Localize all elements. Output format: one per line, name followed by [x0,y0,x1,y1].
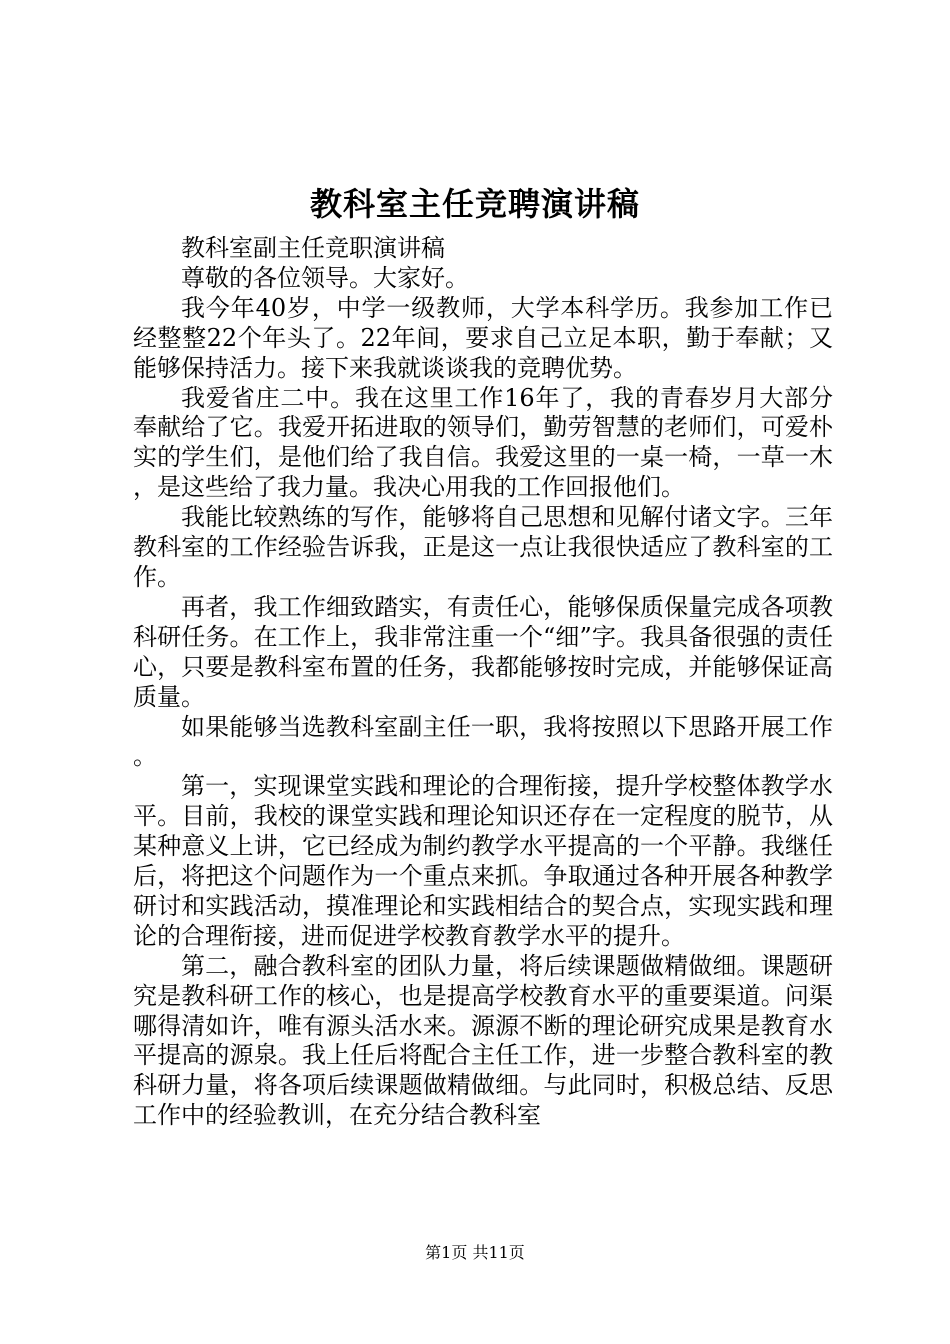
paragraph: 我今年40岁，中学一级教师，大学本科学历。我参加工作已经整整22个年头了。22年间，要求自己立足本职，勤于奉献；又能够保持活力。接下来我就谈谈我的竞聘优势。 [133,293,833,382]
paragraph: 教科室副主任竞职演讲稿 [181,234,445,262]
document-title: 教科室主任竞聘演讲稿 [309,185,640,223]
paragraph: 尊敬的各位领导。大家好。 [181,263,469,292]
paragraph: 第一，实现课堂实践和理论的合理衔接，提升学校整体教学水平。目前，我校的课堂实践和理论知识还存在一定程度的脱节，从某种意义上讲，它已经成为制约教学水平提高的一个平静。我继任后，将把这个问题作为一个重点来抓。争取通过各种开展各种教学研讨和实践活动，摸准理论和实践相结合的契合点，实现实践和理论的合理衔接，进而促进学校教育教学水平的提升。 [133,772,833,950]
document-body [133,234,833,1131]
page-footer: 第1页 共11页 [425,1243,525,1262]
paragraph: 如果能够当选教科室副主任一职，我将按照以下思路开展工作。 [133,712,833,771]
paragraph: 再者，我工作细致踏实，有责任心，能够保质保量完成各项教科研任务。在工作上，我非常注重一个“细”字。我具备很强的责任心，只要是教科室布置的任务，我都能够按时完成，并能够保证高质量。 [133,592,833,711]
paragraph: 第二，融合教科室的团队力量，将后续课题做精做细。课题研究是教科研工作的核心，也是提高学校教育水平的重要渠道。问渠哪得清如许，唯有源头活水来。源源不断的理论研究成果是教育水平提高的源泉。我上任后将配合主任工作，进一步整合教科室的教科研力量，将各项后续课题做精做细。与此同时，积极总结、反思工作中的经验教训，在充分结合教科室 [133,951,833,1130]
paragraph: 我爱省庄二中。我在这里工作16年了，我的青春岁月大部分奉献给了它。我爱开拓进取的领导们，勤劳智慧的老师们，可爱朴实的学生们，是他们给了我自信。我爱这里的一桌一椅，一草一木，是这些给了我力量。我决心用我的工作回报他们。 [133,383,833,502]
paragraph: 我能比较熟练的写作，能够将自己思想和见解付诸文字。三年教科室的工作经验告诉我，正是这一点让我很快适应了教科室的工作。 [133,503,833,591]
